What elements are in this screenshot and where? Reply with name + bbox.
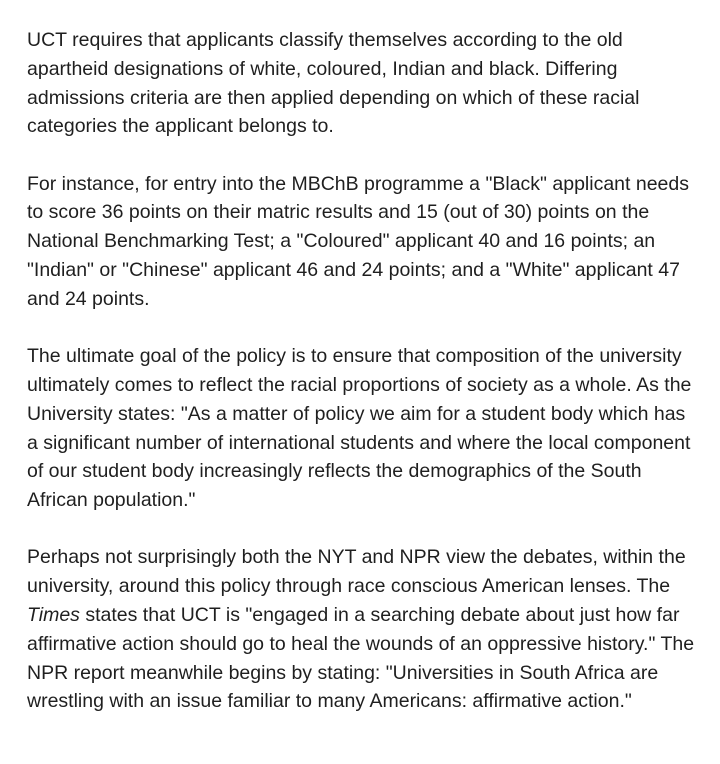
paragraph-admissions-classification: UCT requires that applicants classify themselves according to the old apartheid designations of white, coloured, Indian and black. Differing admissions criteria are then applied depending on which of these racial categories the applicant belongs to.: [27, 29, 640, 138]
paragraph-media-view-text-end: states that UCT is "engaged in a searching debate about just how far affirmative action should go to heal the wounds of an oppressive history." The NPR report meanwhile begins by stating: "Universities in South Africa are wrestling with an issue familiar to many Americans: affirmative action.": [27, 604, 695, 713]
paragraph-policy-goal: The ultimate goal of the policy is to ensure that composition of the university ultimately comes to reflect the racial proportions of society as a whole. As the University states: "As a matter of policy we aim for a student body which has a significant number of international students and where the local component of our student body increasingly reflects the demographics of the South African population.": [27, 345, 692, 512]
paragraph-media-view-text-start: Perhaps not surprisingly both the NYT and NPR view the debates, within the university, around this policy through race conscious American lenses. The: [27, 546, 686, 598]
paragraph-mbchb-points: For instance, for entry into the MBChB programme a "Black" applicant needs to score 36 points on their matric results and 15 (out of 30) points on the National Benchmarking Test; a "Coloured" applicant 40 and 16 points; an "Indian" or "Chinese" applicant 46 and 24 points; and a "White" applicant 47 and 24 points.: [27, 172, 689, 310]
times-publication-name: Times: [27, 604, 80, 627]
paragraph-media-view: [27, 543, 700, 716]
